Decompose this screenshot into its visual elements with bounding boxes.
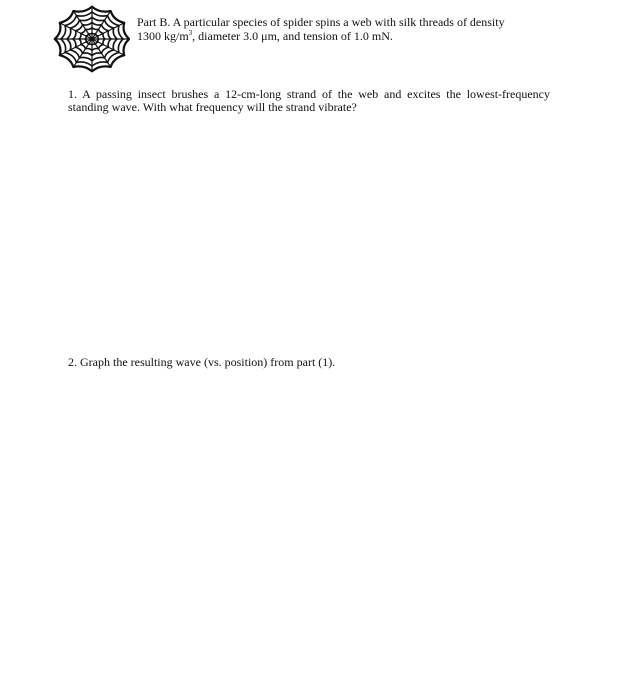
intro-line-1: Part B. A particular species of spider spins a web with silk threads of density [137, 15, 505, 29]
intro-line-2 [137, 29, 577, 43]
intro-line-2-rest: , diameter 3.0 μm, and tension of 1.0 mN. [192, 29, 393, 43]
question-2-text: 2. Graph the resulting wave (vs. position) from part (1). [68, 355, 336, 369]
question-1-text: 1. A passing insect brushes a 12-cm-long strand of the web and excites the lowest-frequency standing wave. With what frequency will the strand vibrate? [68, 87, 550, 114]
density-value: 1300 kg/m [137, 29, 189, 43]
part-b-intro [137, 15, 577, 43]
density-exponent: 3 [188, 29, 193, 37]
question-2 [68, 356, 550, 369]
spider-web-icon [52, 4, 132, 74]
question-1 [68, 88, 550, 114]
